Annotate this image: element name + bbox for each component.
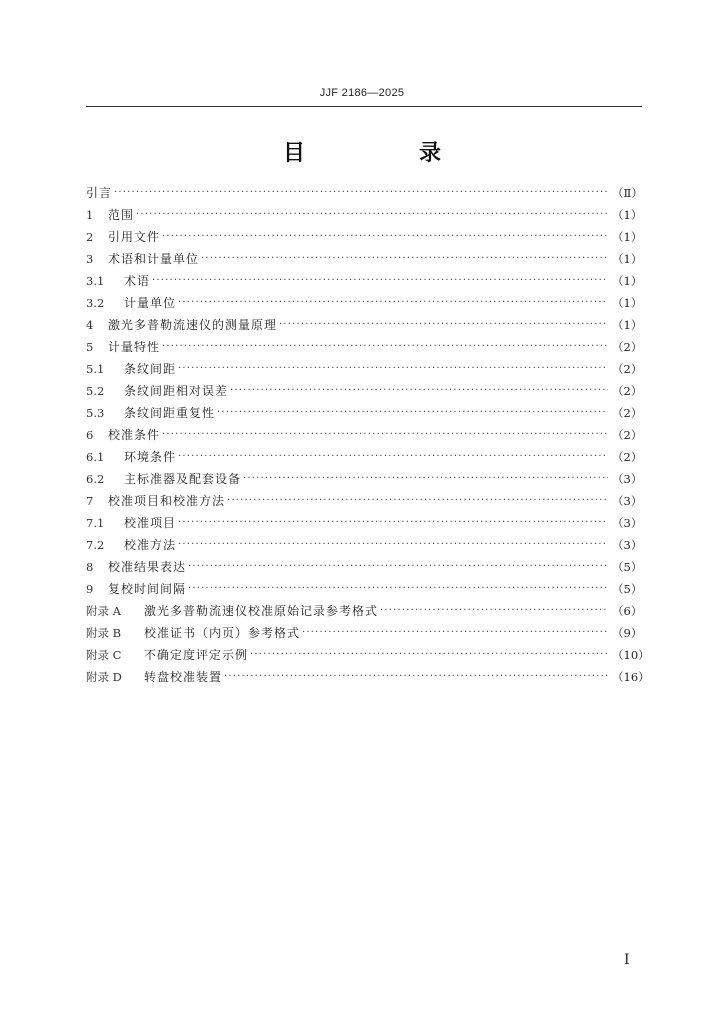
toc-entry-number: 6.1 — [86, 450, 105, 464]
toc-entry-title: 条纹间距重复性 — [124, 406, 216, 420]
toc-entry-number: 5.1 — [86, 362, 105, 376]
toc-entry-number: 附录 D — [86, 670, 122, 684]
toc-entry-page: （3） — [612, 494, 643, 508]
toc-dot-leader — [217, 402, 608, 424]
toc-dot-leader — [188, 556, 608, 578]
toc-entry-page: （1） — [612, 230, 643, 244]
toc-entry-page: （5） — [612, 560, 643, 574]
toc-entry-page: （9） — [612, 626, 643, 640]
toc-entry-page: （2） — [612, 362, 643, 376]
toc-dot-leader — [230, 380, 608, 402]
toc-entry-page: （1） — [612, 208, 643, 222]
toc-entry-title: 校准方法 — [124, 538, 177, 552]
toc-entry-number: 7.1 — [86, 516, 105, 530]
toc-entry-page: （1） — [612, 296, 643, 310]
toc-entry[interactable] — [86, 314, 642, 336]
toc-entry[interactable] — [86, 556, 642, 578]
toc-entry-number: 附录 B — [86, 626, 122, 640]
toc-entry-title: 校准证书（内页）参考格式 — [144, 626, 301, 640]
toc-entry[interactable] — [86, 644, 650, 666]
toc-entry[interactable] — [86, 468, 642, 490]
toc-entry-number: 7.2 — [86, 538, 105, 552]
toc-entry-title: 校准结果表达 — [108, 560, 187, 574]
page-title: 目 录 — [282, 141, 487, 166]
toc-entry-page: （2） — [612, 406, 643, 420]
toc-entry-title: 条纹间距 — [124, 362, 177, 376]
toc-dot-leader — [188, 578, 608, 600]
toc-entry-page: （6） — [612, 604, 643, 618]
toc-entry-title: 转盘校准装置 — [144, 670, 223, 684]
toc-dot-leader — [162, 424, 608, 446]
toc-dot-leader — [178, 358, 608, 380]
toc-dot-leader — [152, 270, 608, 292]
toc-entry-page: （2） — [612, 450, 643, 464]
toc-entry-number: 3.2 — [86, 296, 105, 310]
toc-entry-title: 校准项目 — [124, 516, 177, 530]
toc-entry-title: 激光多普勒流速仪的测量原理 — [108, 318, 278, 332]
table-of-contents — [86, 182, 650, 688]
toc-entry-number: 5 — [86, 340, 94, 354]
toc-entry-number: 4 — [86, 318, 94, 332]
toc-dot-leader — [136, 204, 608, 226]
toc-entry[interactable] — [86, 336, 642, 358]
toc-entry-number: 6.2 — [86, 472, 105, 486]
toc-dot-leader — [201, 248, 608, 270]
toc-entry-title: 引言 — [86, 186, 113, 200]
toc-entry[interactable] — [86, 600, 642, 622]
toc-entry[interactable] — [86, 666, 650, 688]
toc-entry[interactable] — [86, 402, 642, 424]
toc-entry[interactable] — [86, 446, 642, 468]
toc-entry-title: 条纹间距相对误差 — [124, 384, 229, 398]
toc-entry[interactable] — [86, 512, 642, 534]
toc-entry-number: 9 — [86, 582, 94, 596]
document-code: JJF 2186—2025 — [319, 87, 405, 99]
toc-entry-page: （1） — [612, 252, 643, 266]
toc-entry-title: 环境条件 — [124, 450, 177, 464]
toc-entry[interactable] — [86, 424, 642, 446]
toc-entry-title: 不确定度评定示例 — [144, 648, 249, 662]
toc-entry[interactable] — [86, 622, 642, 644]
toc-entry-number: 附录 A — [86, 604, 121, 618]
toc-entry-title: 校准条件 — [108, 428, 161, 442]
toc-entry-number: 6 — [86, 428, 94, 442]
toc-entry-title: 术语 — [124, 274, 151, 288]
toc-entry-page: （1） — [612, 274, 643, 288]
toc-dot-leader — [178, 534, 608, 556]
toc-entry-number: 1 — [86, 208, 94, 222]
toc-entry[interactable] — [86, 292, 642, 314]
toc-entry-number: 5.2 — [86, 384, 105, 398]
header-rule — [86, 106, 642, 107]
toc-entry-page: （16） — [612, 670, 650, 684]
toc-entry-number: 附录 C — [86, 648, 122, 662]
toc-entry-page: （3） — [612, 516, 643, 530]
toc-entry-title: 主标准器及配套设备 — [124, 472, 242, 486]
toc-dot-leader — [250, 644, 608, 666]
toc-entry-number: 2 — [86, 230, 94, 244]
toc-entry-number: 3.1 — [86, 274, 105, 288]
toc-dot-leader — [114, 182, 608, 204]
toc-entry-title: 引用文件 — [108, 230, 161, 244]
toc-entry-number: 3 — [86, 252, 94, 266]
toc-entry[interactable] — [86, 204, 642, 226]
toc-entry[interactable] — [86, 226, 642, 248]
toc-dot-leader — [224, 666, 608, 688]
toc-entry-title: 术语和计量单位 — [108, 252, 200, 266]
toc-dot-leader — [302, 622, 608, 644]
toc-dot-leader — [243, 468, 608, 490]
toc-entry-title: 计量特性 — [108, 340, 161, 354]
toc-entry-number: 7 — [86, 494, 94, 508]
toc-entry[interactable] — [86, 490, 642, 512]
toc-entry-page: （3） — [612, 472, 643, 486]
toc-dot-leader — [178, 446, 608, 468]
toc-entry[interactable] — [86, 358, 642, 380]
toc-entry[interactable] — [86, 270, 642, 292]
toc-dot-leader — [178, 292, 608, 314]
toc-entry-page: （2） — [612, 384, 643, 398]
toc-entry[interactable] — [86, 182, 642, 204]
toc-entry-page: （1） — [612, 318, 643, 332]
toc-entry[interactable] — [86, 248, 642, 270]
toc-dot-leader — [178, 512, 608, 534]
toc-dot-leader — [162, 336, 608, 358]
toc-entry-number: 5.3 — [86, 406, 105, 420]
toc-entry-number: 8 — [86, 560, 94, 574]
toc-entry[interactable] — [86, 534, 642, 556]
toc-entry[interactable] — [86, 380, 642, 402]
toc-entry-title: 激光多普勒流速仪校准原始记录参考格式 — [144, 604, 379, 618]
toc-entry-page: （3） — [612, 538, 643, 552]
toc-dot-leader — [380, 600, 608, 622]
toc-entry-page: （2） — [612, 340, 643, 354]
toc-entry-page: （5） — [612, 582, 643, 596]
toc-dot-leader — [279, 314, 608, 336]
toc-entry-page: （2） — [612, 428, 643, 442]
toc-entry-title: 复校时间间隔 — [108, 582, 187, 596]
toc-entry-title: 计量单位 — [124, 296, 177, 310]
toc-entry-page: （Ⅱ） — [612, 186, 643, 200]
toc-entry-title: 范围 — [108, 208, 135, 222]
toc-entry[interactable] — [86, 578, 642, 600]
toc-entry-title: 校准项目和校准方法 — [108, 494, 226, 508]
toc-entry-page: （10） — [612, 648, 650, 662]
toc-dot-leader — [162, 226, 608, 248]
toc-dot-leader — [227, 490, 608, 512]
page-number: Ⅰ — [624, 952, 630, 968]
